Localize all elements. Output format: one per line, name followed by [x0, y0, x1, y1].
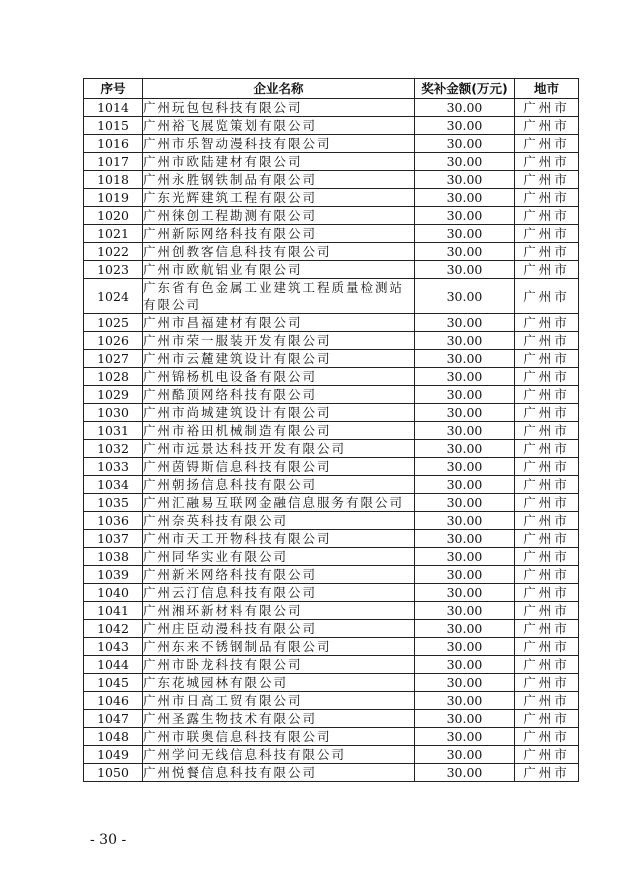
city-cell: 广州市: [515, 314, 579, 332]
table-row: [84, 332, 579, 350]
subsidy-amount-cell: 30.00: [415, 350, 515, 368]
subsidy-amount-cell: 30.00: [415, 710, 515, 728]
subsidy-amount-cell: 30.00: [415, 189, 515, 207]
subsidy-amount-cell: 30.00: [415, 692, 515, 710]
table-row: [84, 656, 579, 674]
table-row: [84, 620, 579, 638]
table-row: [84, 566, 579, 584]
company-name-cell: 广州市欧陆建材有限公司: [143, 153, 415, 171]
city-cell: 广州市: [515, 710, 579, 728]
subsidy-amount-cell: 30.00: [415, 548, 515, 566]
company-name-cell: 广州奈英科技有限公司: [143, 512, 415, 530]
city-cell: 广州市: [515, 638, 579, 656]
table-row: [84, 135, 579, 153]
table-row: [84, 404, 579, 422]
subsidy-amount-cell: 30.00: [415, 332, 515, 350]
table-row: [84, 638, 579, 656]
company-name-cell: 广州市卧龙科技有限公司: [143, 656, 415, 674]
table-row: [84, 440, 579, 458]
company-name-cell: 广东花城园林有限公司: [143, 674, 415, 692]
header-serial-number: 序号: [84, 79, 143, 99]
serial-number-cell: 1041: [84, 602, 143, 620]
company-name-cell: 广州锦杨机电设备有限公司: [143, 368, 415, 386]
city-cell: 广州市: [515, 171, 579, 189]
city-cell: 广州市: [515, 99, 579, 117]
subsidy-amount-cell: 30.00: [415, 728, 515, 746]
serial-number-cell: 1047: [84, 710, 143, 728]
subsidy-amount-cell: 30.00: [415, 135, 515, 153]
city-cell: 广州市: [515, 225, 579, 243]
subsidy-amount-cell: 30.00: [415, 476, 515, 494]
table-row: [84, 674, 579, 692]
header-subsidy-amount: 奖补金额(万元): [415, 79, 515, 99]
table-row: [84, 764, 579, 782]
company-name-cell: 广州市荣一服装开发有限公司: [143, 332, 415, 350]
company-name-cell: 广州庄臣动漫科技有限公司: [143, 620, 415, 638]
company-name-cell: 广州裕飞展览策划有限公司: [143, 117, 415, 135]
subsidy-amount-cell: 30.00: [415, 566, 515, 584]
serial-number-cell: 1016: [84, 135, 143, 153]
city-cell: 广州市: [515, 512, 579, 530]
table-row: [84, 386, 579, 404]
subsidy-amount-cell: 30.00: [415, 99, 515, 117]
header-city: 地市: [515, 79, 579, 99]
serial-number-cell: 1025: [84, 314, 143, 332]
table-row: [84, 279, 579, 314]
company-name-cell: 广州市天工开物科技有限公司: [143, 530, 415, 548]
serial-number-cell: 1043: [84, 638, 143, 656]
company-name-cell: 广州同华实业有限公司: [143, 548, 415, 566]
table-row: [84, 530, 579, 548]
city-cell: 广州市: [515, 584, 579, 602]
city-cell: 广州市: [515, 764, 579, 782]
table-row: [84, 692, 579, 710]
city-cell: 广州市: [515, 207, 579, 225]
city-cell: 广州市: [515, 440, 579, 458]
serial-number-cell: 1037: [84, 530, 143, 548]
table-row: [84, 476, 579, 494]
table-row: [84, 512, 579, 530]
page-number: - 30 -: [90, 832, 127, 848]
serial-number-cell: 1029: [84, 386, 143, 404]
table-row: [84, 225, 579, 243]
company-name-cell: 广州新际网络科技有限公司: [143, 225, 415, 243]
company-name-cell: 广州创教客信息科技有限公司: [143, 243, 415, 261]
subsidy-amount-cell: 30.00: [415, 117, 515, 135]
subsidy-amount-cell: 30.00: [415, 746, 515, 764]
serial-number-cell: 1039: [84, 566, 143, 584]
header-row: [84, 79, 579, 99]
subsidy-amount-cell: 30.00: [415, 207, 515, 225]
company-name-cell: 广州朝扬信息科技有限公司: [143, 476, 415, 494]
subsidy-amount-cell: 30.00: [415, 261, 515, 279]
city-cell: 广州市: [515, 386, 579, 404]
subsidy-amount-cell: 30.00: [415, 530, 515, 548]
table-row: [84, 746, 579, 764]
table-row: [84, 207, 579, 225]
city-cell: 广州市: [515, 620, 579, 638]
table-row: [84, 584, 579, 602]
company-name-cell: 广州市云麓建筑设计有限公司: [143, 350, 415, 368]
serial-number-cell: 1026: [84, 332, 143, 350]
subsidy-amount-cell: 30.00: [415, 279, 515, 314]
serial-number-cell: 1042: [84, 620, 143, 638]
table-row: [84, 171, 579, 189]
city-cell: 广州市: [515, 243, 579, 261]
table-row: [84, 458, 579, 476]
company-name-cell: 广东省有色金属工业建筑工程质量检测站有限公司: [143, 279, 415, 314]
company-name-cell: 广州汇融易互联网金融信息服务有限公司: [143, 494, 415, 512]
company-name-cell: 广东光辉建筑工程有限公司: [143, 189, 415, 207]
serial-number-cell: 1035: [84, 494, 143, 512]
serial-number-cell: 1023: [84, 261, 143, 279]
subsidy-amount-cell: 30.00: [415, 422, 515, 440]
city-cell: 广州市: [515, 332, 579, 350]
city-cell: 广州市: [515, 548, 579, 566]
city-cell: 广州市: [515, 746, 579, 764]
table-row: [84, 350, 579, 368]
company-name-cell: 广州东来不锈钢制品有限公司: [143, 638, 415, 656]
city-cell: 广州市: [515, 422, 579, 440]
serial-number-cell: 1020: [84, 207, 143, 225]
table-row: [84, 99, 579, 117]
company-name-cell: 广州玩包包科技有限公司: [143, 99, 415, 117]
subsidy-amount-cell: 30.00: [415, 494, 515, 512]
serial-number-cell: 1021: [84, 225, 143, 243]
subsidy-amount-cell: 30.00: [415, 656, 515, 674]
subsidy-amount-cell: 30.00: [415, 314, 515, 332]
table-row: [84, 189, 579, 207]
city-cell: 广州市: [515, 566, 579, 584]
serial-number-cell: 1028: [84, 368, 143, 386]
serial-number-cell: 1027: [84, 350, 143, 368]
subsidy-amount-cell: 30.00: [415, 458, 515, 476]
subsidy-amount-cell: 30.00: [415, 368, 515, 386]
table-row: [84, 314, 579, 332]
subsidy-amount-cell: 30.00: [415, 225, 515, 243]
table-row: [84, 261, 579, 279]
table-row: [84, 243, 579, 261]
city-cell: 广州市: [515, 153, 579, 171]
serial-number-cell: 1022: [84, 243, 143, 261]
company-name-cell: 广州市尚城建筑设计有限公司: [143, 404, 415, 422]
company-name-cell: 广州市日高工贸有限公司: [143, 692, 415, 710]
serial-number-cell: 1032: [84, 440, 143, 458]
city-cell: 广州市: [515, 404, 579, 422]
company-name-cell: 广州永胜钢铁制品有限公司: [143, 171, 415, 189]
company-name-cell: 广州圣露生物技术有限公司: [143, 710, 415, 728]
subsidy-amount-cell: 30.00: [415, 153, 515, 171]
subsidy-amount-cell: 30.00: [415, 674, 515, 692]
subsidy-amount-cell: 30.00: [415, 243, 515, 261]
serial-number-cell: 1050: [84, 764, 143, 782]
city-cell: 广州市: [515, 494, 579, 512]
city-cell: 广州市: [515, 350, 579, 368]
serial-number-cell: 1049: [84, 746, 143, 764]
subsidy-amount-cell: 30.00: [415, 386, 515, 404]
serial-number-cell: 1018: [84, 171, 143, 189]
serial-number-cell: 1014: [84, 99, 143, 117]
subsidy-amount-cell: 30.00: [415, 171, 515, 189]
city-cell: 广州市: [515, 728, 579, 746]
company-name-cell: 广州湘环新材料有限公司: [143, 602, 415, 620]
city-cell: 广州市: [515, 189, 579, 207]
company-name-cell: 广州市乐智动漫科技有限公司: [143, 135, 415, 153]
company-name-cell: 广州学问无线信息科技有限公司: [143, 746, 415, 764]
serial-number-cell: 1034: [84, 476, 143, 494]
serial-number-cell: 1033: [84, 458, 143, 476]
subsidy-amount-cell: 30.00: [415, 440, 515, 458]
company-name-cell: 广州徕创工程勘测有限公司: [143, 207, 415, 225]
city-cell: 广州市: [515, 692, 579, 710]
subsidy-amount-cell: 30.00: [415, 764, 515, 782]
serial-number-cell: 1046: [84, 692, 143, 710]
company-name-cell: 广州市欧航铝业有限公司: [143, 261, 415, 279]
table-row: [84, 368, 579, 386]
table-header: [84, 79, 579, 99]
city-cell: 广州市: [515, 530, 579, 548]
header-company-name: 企业名称: [143, 79, 415, 99]
company-name-cell: 广州云汀信息科技有限公司: [143, 584, 415, 602]
serial-number-cell: 1045: [84, 674, 143, 692]
serial-number-cell: 1024: [84, 279, 143, 314]
serial-number-cell: 1019: [84, 189, 143, 207]
table-row: [84, 153, 579, 171]
company-name-cell: 广州茵锝斯信息科技有限公司: [143, 458, 415, 476]
table-row: [84, 728, 579, 746]
serial-number-cell: 1048: [84, 728, 143, 746]
serial-number-cell: 1031: [84, 422, 143, 440]
company-name-cell: 广州悦餐信息科技有限公司: [143, 764, 415, 782]
subsidy-amount-cell: 30.00: [415, 512, 515, 530]
city-cell: 广州市: [515, 279, 579, 314]
serial-number-cell: 1015: [84, 117, 143, 135]
serial-number-cell: 1038: [84, 548, 143, 566]
company-name-cell: 广州酷顶网络科技有限公司: [143, 386, 415, 404]
serial-number-cell: 1030: [84, 404, 143, 422]
city-cell: 广州市: [515, 368, 579, 386]
city-cell: 广州市: [515, 476, 579, 494]
company-name-cell: 广州新米网络科技有限公司: [143, 566, 415, 584]
subsidy-amount-cell: 30.00: [415, 602, 515, 620]
city-cell: 广州市: [515, 458, 579, 476]
table-row: [84, 117, 579, 135]
table-row: [84, 494, 579, 512]
serial-number-cell: 1040: [84, 584, 143, 602]
company-name-cell: 广州市裕田机械制造有限公司: [143, 422, 415, 440]
serial-number-cell: 1044: [84, 656, 143, 674]
company-name-cell: 广州市联奥信息科技有限公司: [143, 728, 415, 746]
subsidy-amount-cell: 30.00: [415, 584, 515, 602]
subsidy-table: [83, 78, 579, 782]
company-name-cell: 广州市昌福建材有限公司: [143, 314, 415, 332]
subsidy-amount-cell: 30.00: [415, 620, 515, 638]
serial-number-cell: 1036: [84, 512, 143, 530]
city-cell: 广州市: [515, 117, 579, 135]
subsidy-amount-cell: 30.00: [415, 404, 515, 422]
table-body: [84, 99, 579, 782]
city-cell: 广州市: [515, 674, 579, 692]
city-cell: 广州市: [515, 135, 579, 153]
subsidy-amount-cell: 30.00: [415, 638, 515, 656]
table-row: [84, 710, 579, 728]
table-row: [84, 422, 579, 440]
city-cell: 广州市: [515, 656, 579, 674]
table-row: [84, 548, 579, 566]
serial-number-cell: 1017: [84, 153, 143, 171]
city-cell: 广州市: [515, 261, 579, 279]
company-name-cell: 广州市远景达科技开发有限公司: [143, 440, 415, 458]
table-row: [84, 602, 579, 620]
city-cell: 广州市: [515, 602, 579, 620]
